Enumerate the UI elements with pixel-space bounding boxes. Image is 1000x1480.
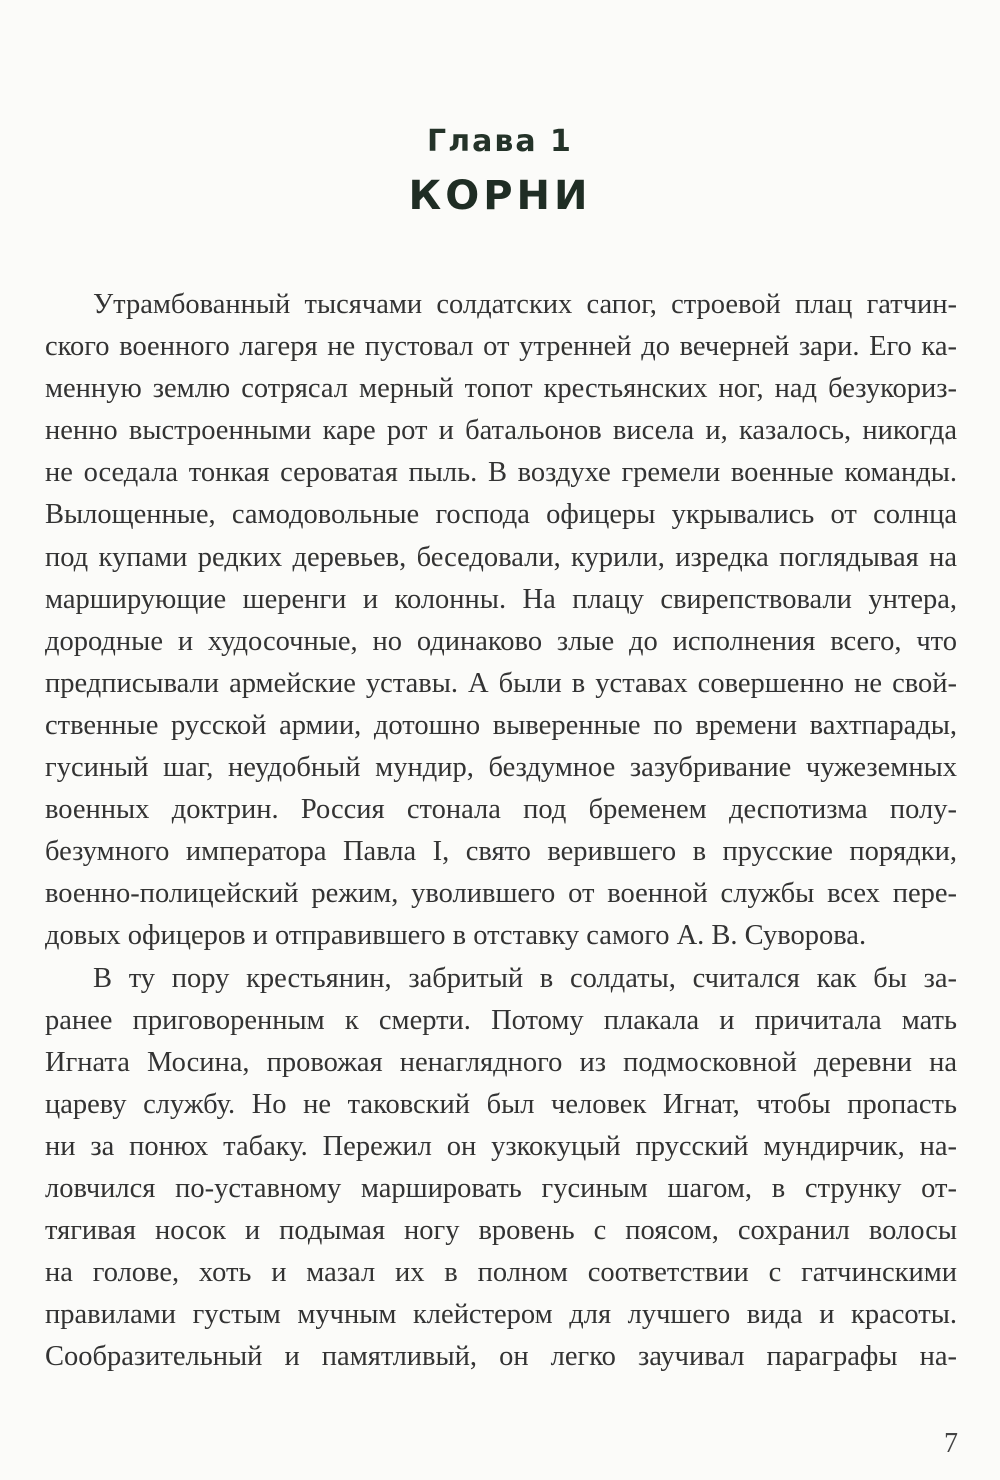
text-line: дородные и худосочные, но одинаково злые до исполнения всего, что bbox=[45, 625, 957, 657]
text-line: на голове, хоть и мазал их в полном соответствии с гатчинскими bbox=[45, 1257, 957, 1289]
text-line: гусиный шаг, неудобный мундир, бездумное зазубривание чужеземных bbox=[45, 752, 957, 784]
text-line: правилами густым мучным клейстером для лучшего вида и красоты. bbox=[45, 1299, 957, 1331]
text-line: ского военного лагеря не пустовал от утренней до вечерней зари. Его ка- bbox=[45, 331, 957, 363]
text-line: предписывали армейские уставы. А были в уставах совершенно не свой- bbox=[45, 667, 957, 699]
body-text bbox=[45, 284, 957, 1378]
text-line: Игната Мосина, провожая ненаглядного из подмосковной деревни на bbox=[45, 1046, 957, 1078]
text-line: ненно выстроенными каре рот и батальонов висела и, казалось, никогда bbox=[45, 415, 957, 447]
text-line: не оседала тонкая сероватая пыль. В воздухе гремели военные команды. bbox=[45, 457, 957, 489]
text-line: довых офицеров и отправившего в отставку самого А. В. Суворова. bbox=[45, 920, 867, 952]
page-number: 7 bbox=[944, 1428, 958, 1459]
chapter-header bbox=[0, 120, 1000, 224]
text-line: тягивая носок и подымая ногу вровень с поясом, сохранил волосы bbox=[45, 1215, 957, 1247]
text-line: Вылощенные, самодовольные господа офицеры укрывались от солнца bbox=[45, 499, 957, 531]
text-line: цареву службу. Но не таковский был человек Игнат, чтобы пропасть bbox=[45, 1088, 957, 1120]
text-line: Утрамбованный тысячами солдатских сапог, строевой плац гатчин- bbox=[93, 289, 957, 320]
text-line: под купами редких деревьев, беседовали, курили, изредка поглядывая на bbox=[45, 541, 957, 573]
text-line: ловчился по-уставному маршировать гусиным шагом, в струнку от- bbox=[45, 1172, 957, 1204]
text-line: ственные русской армии, дотошно выверенные по времени вахтпарады, bbox=[45, 709, 957, 741]
text-line: безумного императора Павла I, свято верившего в прусские порядки, bbox=[45, 836, 957, 868]
text-line: марширующие шеренги и колонны. На плацу свирепствовали унтера, bbox=[45, 583, 957, 615]
chapter-number: Глава 1 bbox=[427, 124, 573, 159]
text-line: военных доктрин. Россия стонала под бременем деспотизма полу- bbox=[45, 794, 957, 826]
text-line: ни за понюх табаку. Пережил он узкокуцый прусский мундирчик, на- bbox=[45, 1130, 957, 1162]
text-line: В ту пору крестьянин, забритый в солдаты, считался как бы за- bbox=[93, 962, 957, 994]
chapter-title: КОРНИ bbox=[408, 173, 592, 219]
text-line: военно-полицейский режим, уволившего от военной службы всех пере- bbox=[45, 878, 957, 910]
text-line: Сообразительный и памятливый, он легко заучивал параграфы на- bbox=[45, 1341, 957, 1373]
text-line: менную землю сотрясал мерный топот крестьянских ног, над безукориз- bbox=[45, 373, 957, 405]
text-line: ранее приговоренным к смерти. Потому плакала и причитала мать bbox=[45, 1004, 957, 1036]
